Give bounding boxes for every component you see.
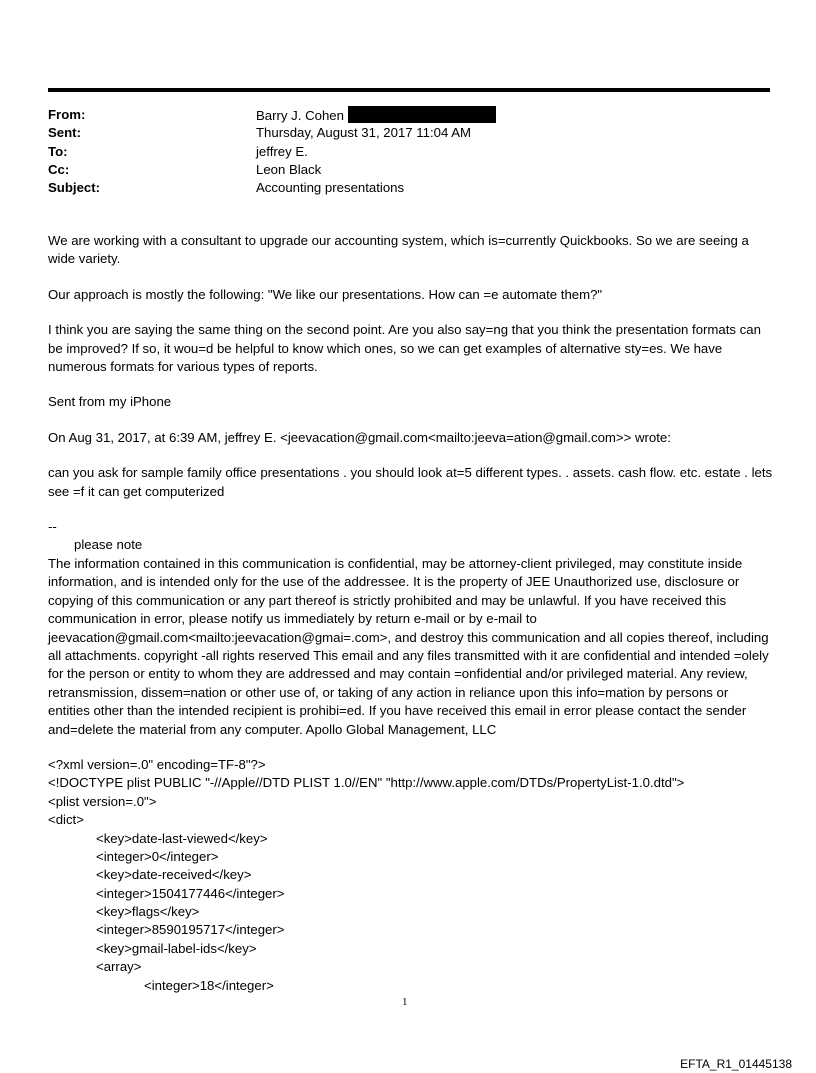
page-number: 1 <box>402 996 408 1008</box>
header-rule <box>48 88 770 92</box>
xml-line: <?xml version=.0" encoding=TF-8"?> <box>48 756 266 772</box>
subject-label: Subject: <box>48 180 101 196</box>
quoted-header: On Aug 31, 2017, at 6:39 AM, jeffrey E. <jeevacation@gmail.com<mailto:jeeva=ation@gmail.com>> wrote: <box>48 429 671 445</box>
cc-value: Leon Black <box>256 161 322 177</box>
body-paragraph-1: We are working with a consultant to upgrade our accounting system, which is=currently Quickbooks. So we are seeing a wide variety. <box>48 233 749 267</box>
xml-line: <!DOCTYPE plist PUBLIC "-//Apple//DTD PLIST 1.0//EN" "http://www.apple.com/DTDs/PropertyList-1.0.dtd"> <box>48 775 685 791</box>
quoted-message: can you ask for sample family office presentations . you should look at=5 different types. . assets. cash flow. etc. estate . lets see =f it can get computerized <box>48 465 773 499</box>
xml-line: <integer>18</integer> <box>144 977 274 993</box>
subject-row <box>48 179 770 197</box>
subject-value: Accounting presentations <box>256 180 405 196</box>
from-label: From: <box>48 107 86 122</box>
to-value: jeffrey E. <box>256 143 308 159</box>
please-note: please note <box>74 537 143 553</box>
xml-line: <dict> <box>48 812 84 828</box>
xml-line: <key>date-received</key> <box>96 867 252 883</box>
redaction-box <box>348 106 496 123</box>
xml-line: <integer>8590195717</integer> <box>96 922 285 938</box>
xml-plist-block <box>48 756 773 995</box>
email-header <box>48 106 770 197</box>
cc-row <box>48 161 770 179</box>
body-paragraph-2: Our approach is mostly the following: "We like our presentations. How can =e automate them?" <box>48 286 603 302</box>
body-paragraph-3: I think you are saying the same thing on the second point. Are you also say=ng that you think the presentation formats can be improved? If so, it wou=d be helpful to know which ones, so we can get examples of alternative sty=es. We have numerous formats for various types of reports. <box>48 322 761 375</box>
email-body <box>48 232 773 995</box>
from-value <box>256 106 496 125</box>
to-label: To: <box>48 143 68 159</box>
xml-line: <integer>0</integer> <box>96 848 219 864</box>
sent-value: Thursday, August 31, 2017 11:04 AM <box>256 125 472 141</box>
xml-line: <key>flags</key> <box>96 904 200 920</box>
signature-dash: -- <box>48 519 57 535</box>
sent-from-line: Sent from my iPhone <box>48 394 172 410</box>
document-id: EFTA_R1_01445138 <box>680 1057 792 1071</box>
sent-row <box>48 124 770 142</box>
xml-line: <integer>1504177446</integer> <box>96 885 285 901</box>
xml-line: <key>gmail-label-ids</key> <box>96 940 257 956</box>
signature-block <box>48 518 773 739</box>
cc-label: Cc: <box>48 161 70 177</box>
sent-label: Sent: <box>48 125 81 141</box>
from-name: Barry J. Cohen <box>256 108 344 123</box>
xml-line: <key>date-last-viewed</key> <box>96 830 268 846</box>
from-row <box>48 106 770 124</box>
xml-line: <plist version=.0"> <box>48 793 157 809</box>
disclaimer-text: The information contained in this communication is confidential, may be attorney-client privileged, may constitute inside information, and is intended only for the use of the addressee. It is the property of JEE Unauthorized use, disclosure or copying of this communication or any part thereof is strictly prohibited and may be unlawful. If you have received this communication in error, please notify us immediately by return e-mail or by e-mail to jeevacation@gmail.com<mailto:jeevacation@gmai=.com>, and destroy this communication and all copies thereof, including all attachments. copyright -all rights reserved This email and any files transmitted with it are confidential and intended =olely for the person or entity to whom they are addressed and may contain =onfidential and/or privileged material. Any review, retransmission, dissem=nation or other use of, or taking of any action in reliance upon this info=mation by persons or entities other than the intended recipient is prohibi=ed. If you have received this email in error please contact the sender and=delete the material from any computer. Apollo Global Management, LLC <box>48 555 769 737</box>
to-row <box>48 143 770 161</box>
xml-line: <array> <box>96 959 142 975</box>
